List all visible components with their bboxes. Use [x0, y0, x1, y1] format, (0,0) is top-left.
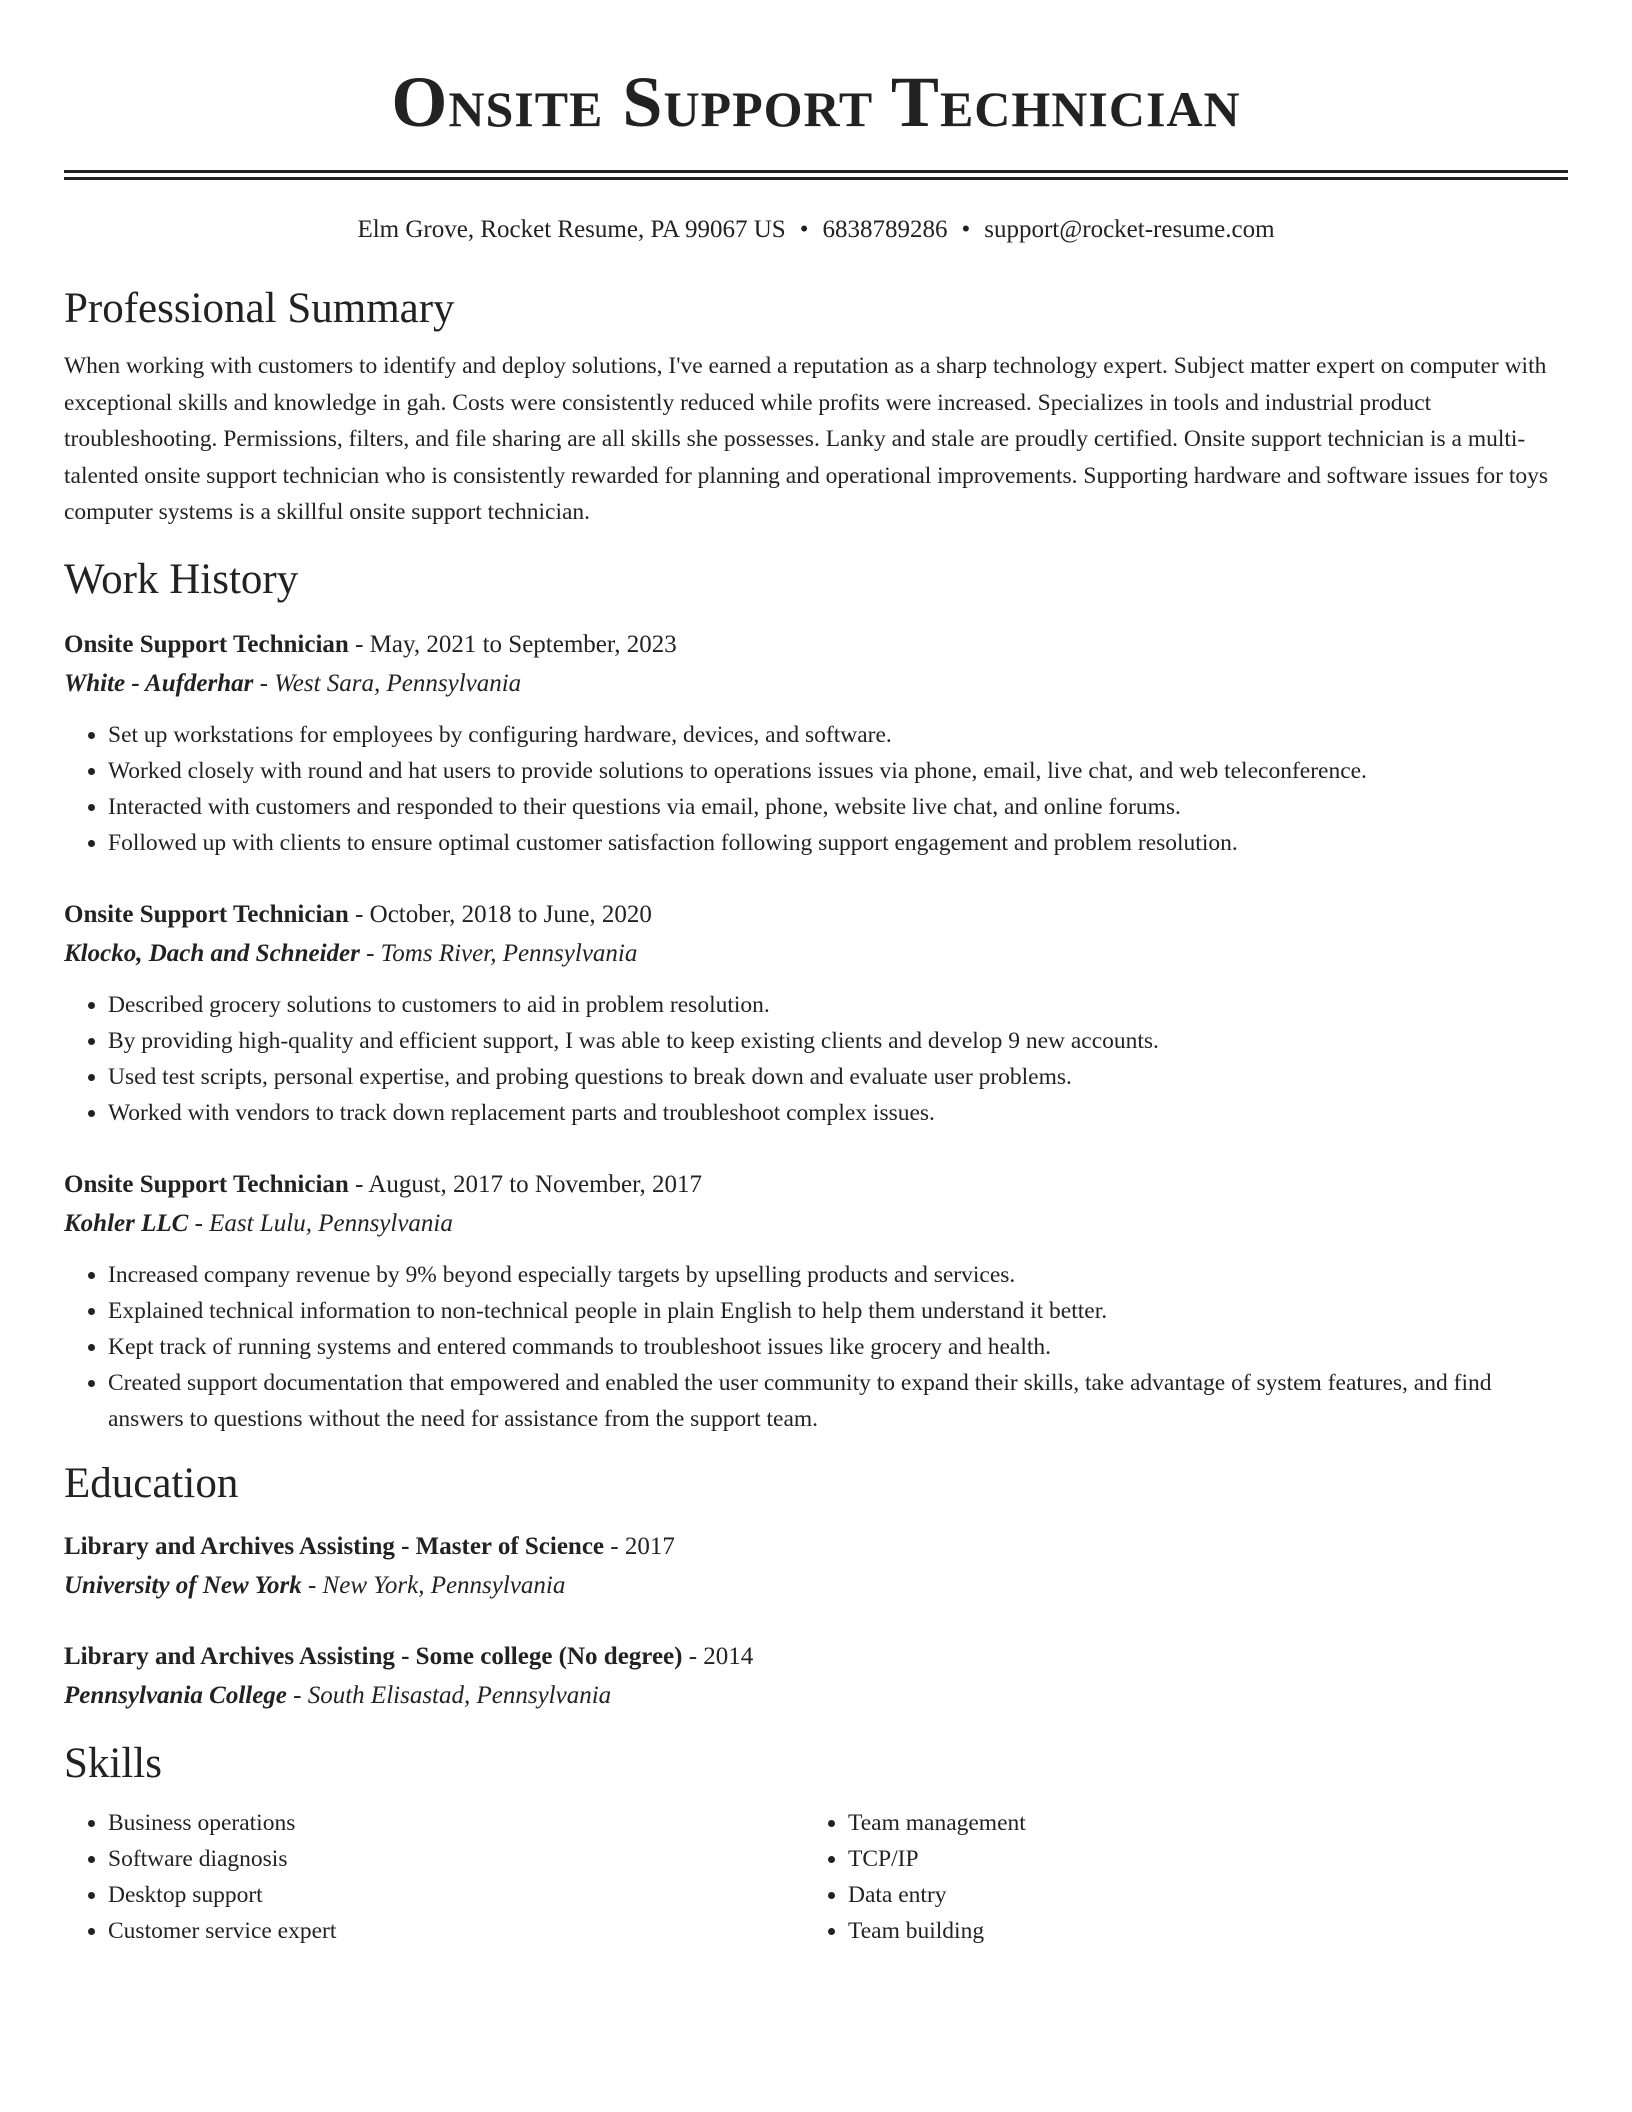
job-bullets — [64, 987, 1568, 1131]
job-bullet: • Created support documentation that empowered and enabled the user community to expand their skills, take advantage of system features, and find answers to questions without the need for assistance from the support team. — [108, 1365, 1568, 1437]
education-school-line — [64, 1676, 1568, 1715]
job-org-line — [64, 1204, 1568, 1243]
education-year: - 2017 — [604, 1532, 675, 1560]
skills-grid — [64, 1805, 1568, 1949]
job-role: Onsite Support Technician — [64, 630, 349, 658]
job-role-line — [64, 625, 1568, 664]
education-year: - 2014 — [682, 1642, 754, 1670]
job-bullets — [64, 717, 1568, 861]
education-location: - New York, Pennsylvania — [301, 1571, 566, 1599]
education-heading: Education — [64, 1459, 239, 1507]
job-entry — [64, 1165, 1568, 1437]
education-degree-line — [64, 1527, 1568, 1566]
job-bullet: • Used test scripts, personal expertise, and probing questions to break down and evaluate user problems. — [108, 1059, 1568, 1095]
education-entry — [64, 1637, 1568, 1715]
skill-item: • Data entry — [848, 1877, 1544, 1913]
job-dates: - August, 2017 to November, 2017 — [348, 1170, 702, 1198]
job-bullet: • Worked closely with round and hat users to provide solutions to operations issues via phone, email, live chat, and web teleconference. — [108, 753, 1568, 789]
skills-heading: Skills — [64, 1739, 162, 1787]
skill-item: • Customer service expert — [108, 1913, 804, 1949]
job-bullet: • Followed up with clients to ensure optimal customer satisfaction following support engagement and problem resolution. — [108, 825, 1568, 861]
job-employer: White - Aufderhar — [64, 669, 254, 697]
skill-item: • Team management — [848, 1805, 1544, 1841]
contact-address: Elm Grove, Rocket Resume, PA 99067 US — [357, 216, 786, 243]
education-degree-line — [64, 1637, 1568, 1676]
job-bullet: • Described grocery solutions to customers to aid in problem resolution. — [108, 987, 1568, 1023]
job-location: - West Sara, Pennsylvania — [253, 669, 522, 697]
education-entry — [64, 1527, 1568, 1605]
job-org-line — [64, 934, 1568, 973]
job-bullet: • Increased company revenue by 9% beyond especially targets by upselling products and services. — [108, 1257, 1568, 1293]
education-location: - South Elisastad, Pennsylvania — [286, 1681, 612, 1709]
skill-item: • Team building — [848, 1913, 1544, 1949]
contact-phone: 6838789286 — [822, 216, 948, 243]
job-bullet: • Explained technical information to non-technical people in plain English to help them understand it better. — [108, 1293, 1568, 1329]
job-location: - Toms River, Pennsylvania — [359, 939, 638, 967]
skill-item: • TCP/IP — [848, 1841, 1544, 1877]
skills-column-right — [804, 1805, 1544, 1949]
job-bullet: • By providing high-quality and efficient support, I was able to keep existing clients and develop 9 new accounts. — [108, 1023, 1568, 1059]
skill-item: • Software diagnosis — [108, 1841, 804, 1877]
job-role-line — [64, 1165, 1568, 1204]
job-location: - East Lulu, Pennsylvania — [188, 1209, 453, 1237]
job-role: Onsite Support Technician — [64, 900, 349, 928]
job-entry — [64, 895, 1568, 1131]
job-employer: Kohler LLC — [64, 1209, 189, 1237]
summary-heading: Professional Summary — [64, 285, 455, 332]
job-bullet: • Kept track of running systems and entered commands to troubleshoot issues like grocery and health. — [108, 1329, 1568, 1365]
skill-item: • Business operations — [108, 1805, 804, 1841]
contact-line — [64, 214, 1568, 246]
job-dates: - October, 2018 to June, 2020 — [348, 900, 652, 928]
job-bullet: • Interacted with customers and responded to their questions via email, phone, website live chat, and online forums. — [108, 789, 1568, 825]
job-role: Onsite Support Technician — [64, 1170, 349, 1198]
contact-separator: • — [961, 216, 971, 243]
education-school: Pennsylvania College — [64, 1681, 287, 1709]
education-degree: Library and Archives Assisting - Some college (No degree) — [64, 1642, 683, 1670]
summary-text: When working with customers to identify and deploy solutions, I've earned a reputation as a sharp technology expert. Subject matter expert on computer with exceptional skills and knowledge in gah. Costs were consistently reduced while profits were increased. Specializes in tools and industrial product troubleshooting. Permissions, filters, and file sharing are all skills she possesses. Lanky and stale are proudly certified. Onsite support technician is a multi-talented onsite support technician who is consistently rewarded for planning and operational improvements. Supporting hardware and software issues for toys computer systems is a skillful onsite support technician. — [64, 353, 1549, 525]
education-school-line — [64, 1566, 1568, 1605]
job-bullet: • Worked with vendors to track down replacement parts and troubleshoot complex issues. — [108, 1095, 1568, 1131]
job-bullet: • Set up workstations for employees by configuring hardware, devices, and software. — [108, 717, 1568, 753]
candidate-name: Onsite Support Technician — [391, 62, 1241, 142]
header-divider — [64, 170, 1568, 180]
work-history-heading: Work History — [64, 555, 299, 603]
job-role-line — [64, 895, 1568, 934]
skills-column-left — [64, 1805, 804, 1949]
job-bullets — [64, 1257, 1568, 1437]
contact-separator: • — [799, 216, 809, 243]
job-dates: - May, 2021 to September, 2023 — [348, 630, 677, 658]
skill-item: • Desktop support — [108, 1877, 804, 1913]
job-org-line — [64, 664, 1568, 703]
job-entry — [64, 625, 1568, 861]
job-employer: Klocko, Dach and Schneider — [64, 939, 360, 967]
education-degree: Library and Archives Assisting - Master of Science — [64, 1532, 605, 1560]
contact-email: support@rocket-resume.com — [984, 216, 1275, 243]
education-school: University of New York — [64, 1571, 302, 1599]
